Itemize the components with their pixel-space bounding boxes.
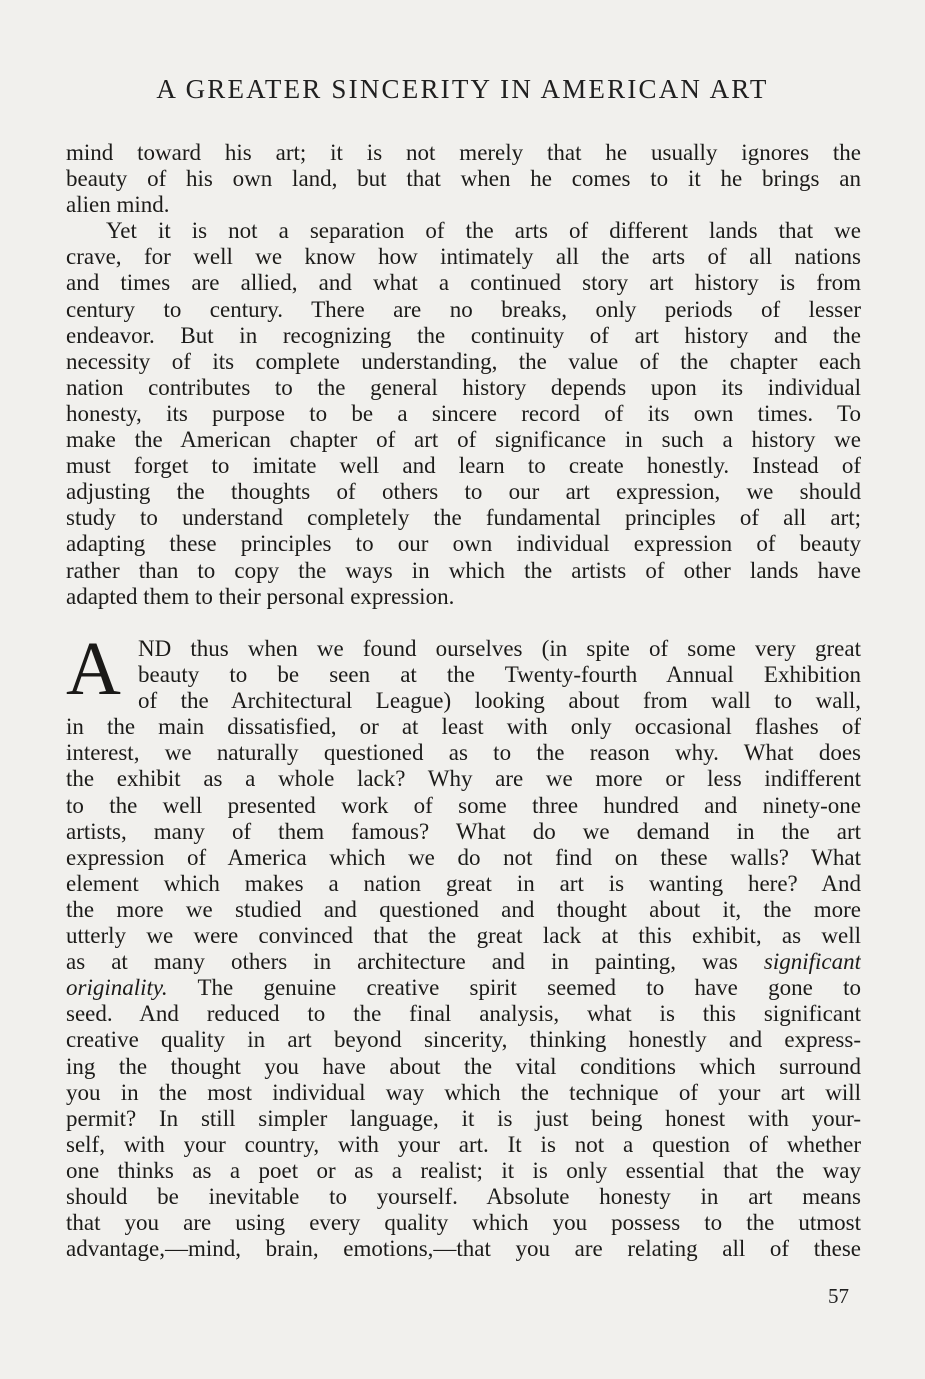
text-line: century to century. There are no breaks, only periods of lesser (66, 296, 861, 322)
text-line: crave, for well we know how intimately all the arts of all nations (66, 244, 861, 270)
text-line: the more we studied and questioned and thought about it, the more (66, 896, 861, 922)
text-line: in the main dissatisfied, or at least with only occasional flashes of (66, 714, 861, 740)
text-line: and times are allied, and what a continued story art history is from (66, 270, 861, 296)
text-line: utterly we were convinced that the great lack at this exhibit, as well (66, 923, 861, 949)
text-line: permit? In still simpler language, it is just being honest with your- (66, 1105, 861, 1131)
drop-cap: A (66, 627, 121, 711)
text-line: make the American chapter of art of significance in such a history we (66, 427, 861, 453)
text-line: adjusting the thoughts of others to our art expression, we should (66, 479, 861, 505)
text-line: honesty, its purpose to be a sincere record of its own times. To (66, 400, 861, 426)
text-line: advantage,—mind, brain, emotions,—that you are relating all of these (66, 1236, 861, 1262)
text-line: self, with your country, with your art. It is not a question of whether (66, 1131, 861, 1157)
text-line: should be inevitable to yourself. Absolute honesty in art means (66, 1183, 861, 1209)
text-line: element which makes a nation great in art is wanting here? And (66, 870, 861, 896)
text-line: alien mind. (66, 192, 170, 218)
text-line: study to understand completely the fundamental principles of all art; (66, 505, 861, 531)
text-line: endeavor. But in recognizing the continuity of art history and the (66, 322, 861, 348)
text-line-emphasis (66, 975, 861, 1001)
running-title: A GREATER SINCERITY IN AMERICAN ART (156, 74, 769, 104)
body-text-bottom (66, 627, 861, 1262)
text-line: nation contributes to the general history depends upon its individual (66, 374, 861, 400)
text-line: the exhibit as a whole lack? Why are we more or less indifferent (66, 766, 861, 792)
text-line: interest, we naturally questioned as to the reason why. What does (66, 740, 861, 766)
text-line: mind toward his art; it is not merely that he usually ignores the (66, 140, 861, 165)
text-line: of the Architectural League) looking about from wall to wall, (138, 688, 861, 714)
text-line: artists, many of them famous? What do we demand in the art (66, 818, 861, 844)
text-line: must forget to imitate well and learn to create honestly. Instead of (66, 453, 861, 479)
text-line: that you are using every quality which you possess to the utmost (66, 1210, 861, 1236)
text-line: expression of America which we do not find on these walls? What (66, 844, 861, 870)
body-text-top (66, 140, 861, 610)
text-line: seed. And reduced to the final analysis, what is this significant (66, 1001, 861, 1027)
text-line: adapted them to their personal expression. (66, 583, 455, 609)
page-number: 57 (828, 1284, 849, 1308)
text-line: creative quality in art beyond sincerity, thinking honestly and express- (66, 1027, 861, 1053)
text-line: beauty of his own land, but that when he comes to it he brings an (66, 166, 861, 192)
paragraph-yet-it-is (66, 218, 861, 609)
paragraph-and-thus (66, 627, 861, 1262)
italic-phrase: significant (763, 949, 861, 975)
text-line: necessity of its complete understanding, the value of the chapter each (66, 348, 861, 374)
text-line: ing the thought you have about the vital conditions which surround (66, 1053, 861, 1079)
text-line: Yet it is not a separation of the arts of different lands that we (106, 218, 861, 244)
text-line: you in the most individual way which the technique of your art will (66, 1079, 861, 1105)
text-line: beauty to be seen at the Twenty-fourth Annual Exhibition (138, 662, 861, 688)
paragraph-continuation (66, 140, 861, 218)
text-segment: The genuine creative spirit seemed to have gone to (197, 975, 861, 1001)
text-line: ND thus when we found ourselves (in spite of some very great (138, 636, 861, 661)
text-segment: as at many others in architecture and in painting, was (66, 949, 738, 975)
text-line-emphasis (66, 949, 861, 975)
text-line: rather than to copy the ways in which the artists of other lands have (66, 557, 861, 583)
italic-phrase: originality. (66, 975, 168, 1001)
text-line: to the well presented work of some three hundred and ninety-one (66, 792, 861, 818)
text-line: one thinks as a poet or as a realist; it is only essential that the way (66, 1157, 861, 1183)
text-line: adapting these principles to our own individual expression of beauty (66, 531, 861, 557)
